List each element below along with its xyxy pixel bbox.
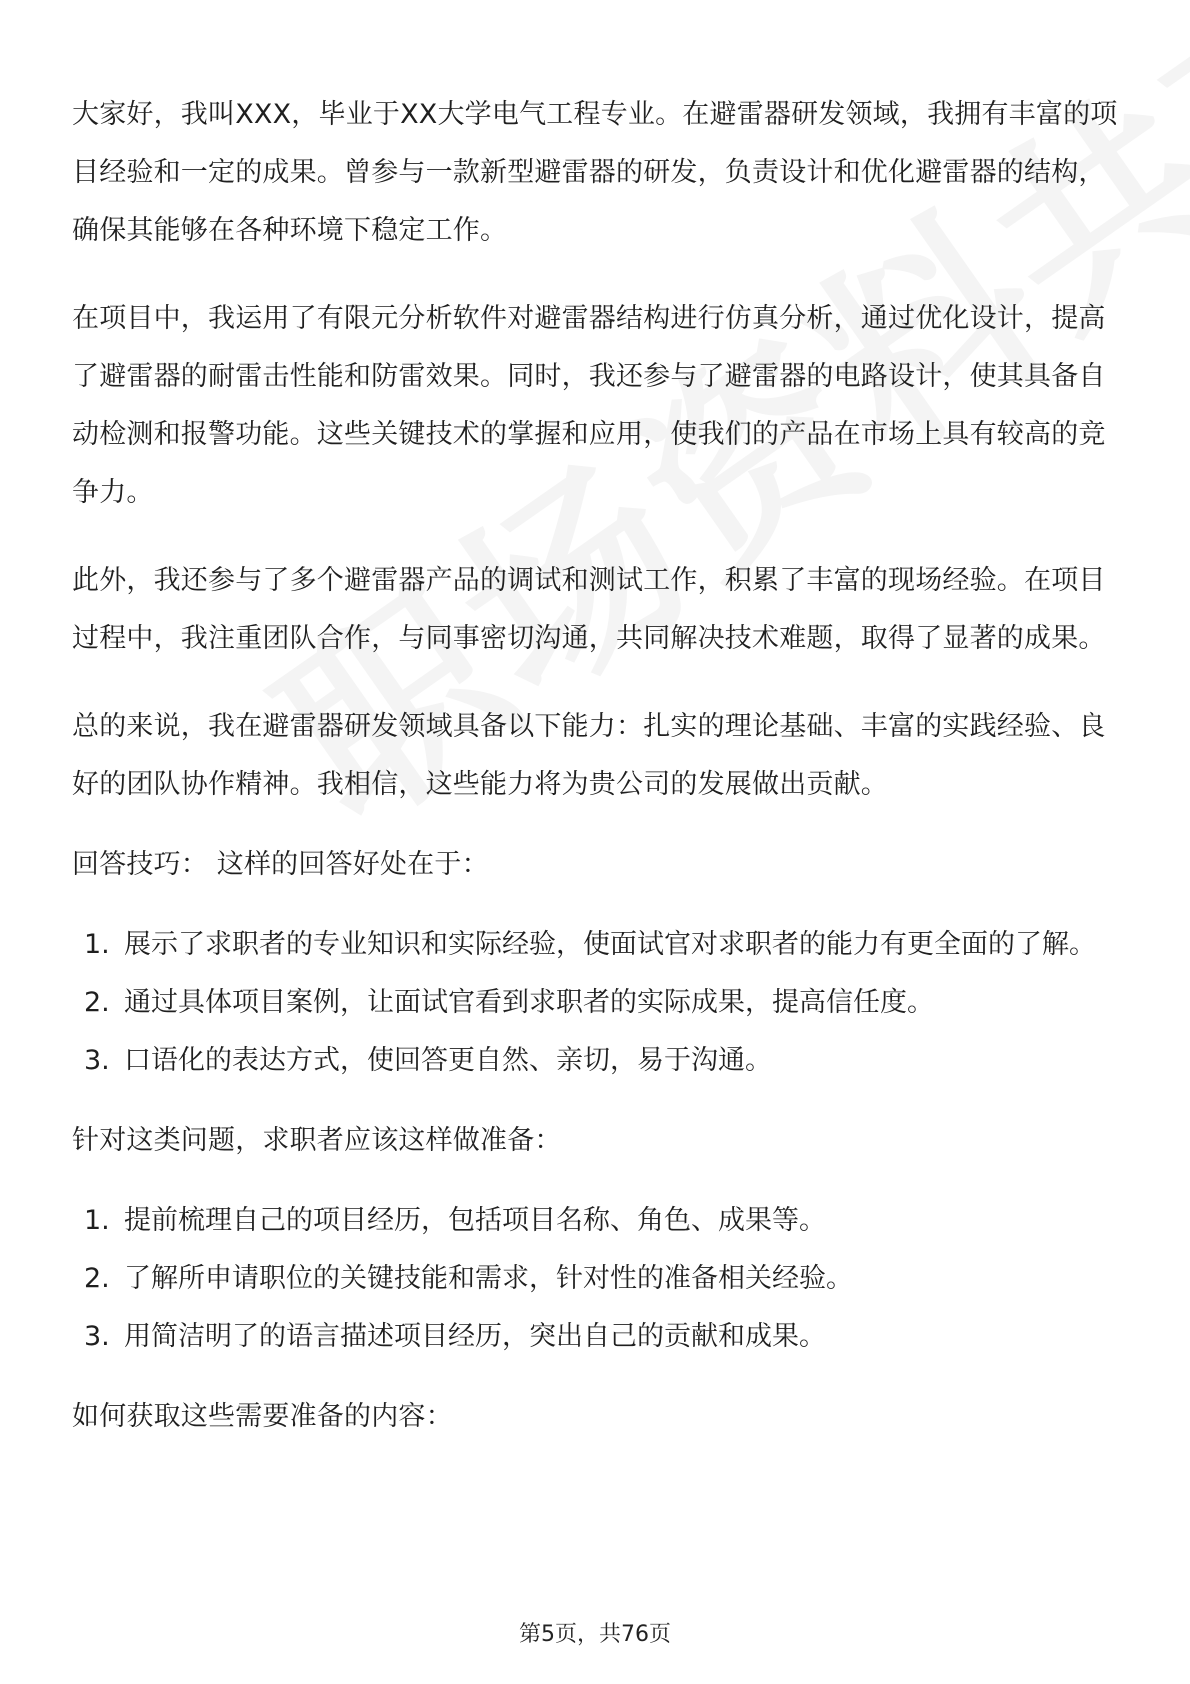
list-item-text: 了解所申请职位的关键技能和需求，针对性的准备相关经验。 <box>124 1263 853 1294</box>
list-number: 1. <box>84 1205 110 1236</box>
prep-heading: 针对这类问题，求职者应该这样做准备： <box>72 1125 562 1156</box>
how-heading: 如何获取这些需要准备的内容： <box>72 1401 453 1432</box>
list-item <box>72 1250 1122 1308</box>
paragraph-testing: 此外，我还参与了多个避雷器产品的调试和测试工作，积累了丰富的现场经验。在项目过程中，我注重团队合作，与同事密切沟通，共同解决技术难题，取得了显著的成果。 <box>72 565 1106 654</box>
list-number: 3. <box>84 1045 110 1076</box>
list-item <box>72 1192 1122 1250</box>
list-item <box>72 974 1122 1032</box>
list-number: 3. <box>84 1321 110 1352</box>
prep-list <box>72 1192 1122 1366</box>
list-item <box>72 916 1122 974</box>
list-item-text: 口语化的表达方式，使回答更自然、亲切，易于沟通。 <box>124 1045 772 1076</box>
list-item-text: 用简洁明了的语言描述项目经历，突出自己的贡献和成果。 <box>124 1321 826 1352</box>
list-number: 2. <box>84 987 110 1018</box>
list-number: 1. <box>84 929 110 960</box>
document-body <box>72 86 1122 1468</box>
list-item-text: 提前梳理自己的项目经历，包括项目名称、角色、成果等。 <box>124 1205 826 1236</box>
tips-list <box>72 916 1122 1090</box>
paragraph-intro: 大家好，我叫XXX，毕业于XX大学电气工程专业。在避雷器研发领域，我拥有丰富的项目经验和一定的成果。曾参与一款新型避雷器的研发，负责设计和优化避雷器的结构，确保其能够在各种环境下稳定工作。 <box>72 99 1118 246</box>
list-number: 2. <box>84 1263 110 1294</box>
list-item <box>72 1308 1122 1366</box>
page-number: 第5页，共76页 <box>519 1622 671 1647</box>
list-item-text: 通过具体项目案例，让面试官看到求职者的实际成果，提高信任度。 <box>124 987 934 1018</box>
list-item-text: 展示了求职者的专业知识和实际经验，使面试官对求职者的能力有更全面的了解。 <box>124 929 1096 960</box>
paragraph-summary: 总的来说，我在避雷器研发领域具备以下能力：扎实的理论基础、丰富的实践经验、良好的团队协作精神。我相信，这些能力将为贵公司的发展做出贡献。 <box>72 711 1106 800</box>
paragraph-project: 在项目中，我运用了有限元分析软件对避雷器结构进行仿真分析，通过优化设计，提高了避雷器的耐雷击性能和防雷效果。同时，我还参与了避雷器的电路设计，使其具备自动检测和报警功能。这些关键技术的掌握和应用，使我们的产品在市场上具有较高的竞争力。 <box>72 303 1106 508</box>
list-item <box>72 1032 1122 1090</box>
tips-heading: 回答技巧： 这样的回答好处在于： <box>72 849 489 880</box>
